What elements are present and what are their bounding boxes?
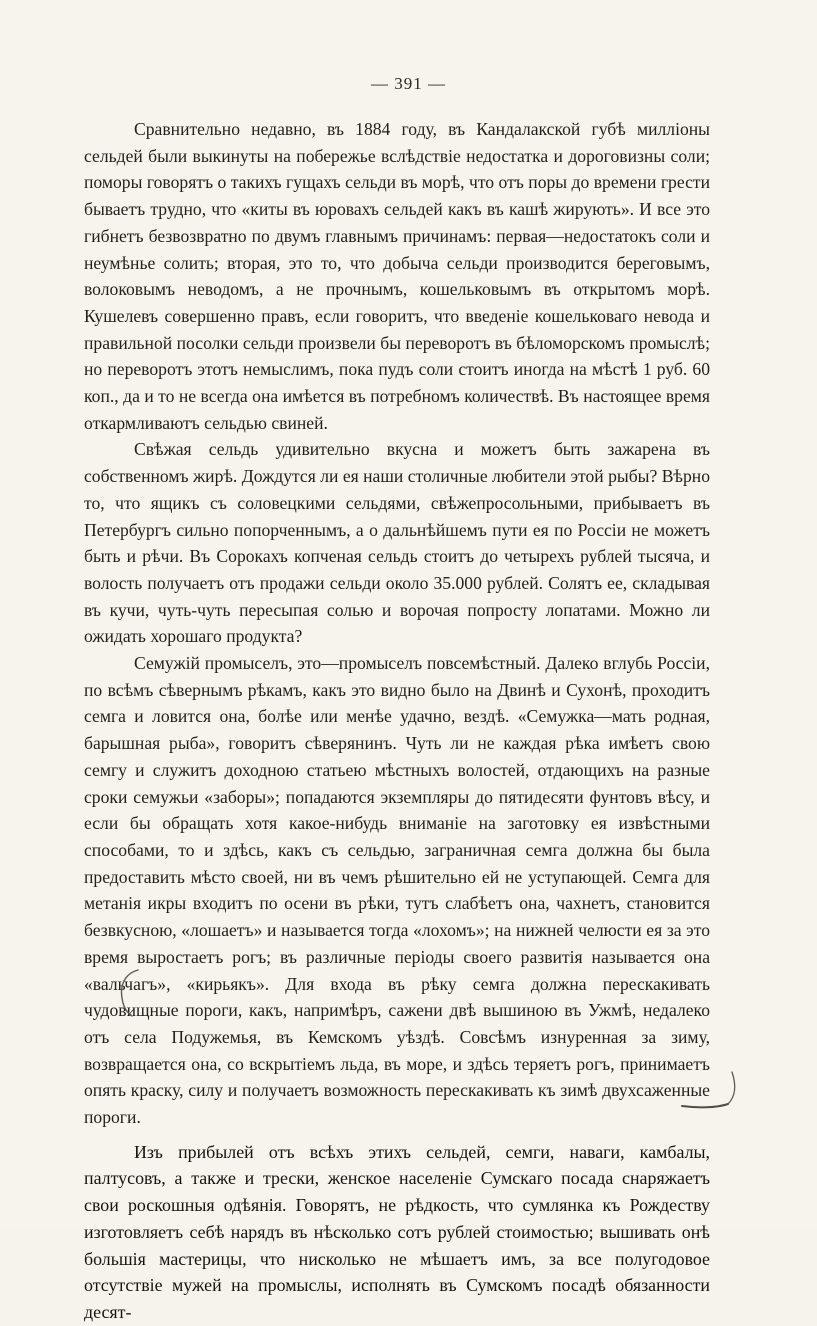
paragraph-herring-losses: Сравнительно недавно, въ 1884 году, въ Кандалакской губѣ милліоны сельдей были выкинуты на побережье вслѣдствіе недостатка и дороговизны соли; поморы говорятъ о такихъ гущахъ сельди въ морѣ, что отъ поры до времени грести бываетъ трудно, что «киты въ юровахъ сельдей какъ въ кашѣ жирують». И все это гибнетъ безвозвратно по двумъ главнымъ причинамъ: первая—недостатокъ соли и неумѣнье солить; вторая, это то, что добыча сельди производится береговымъ, волоковымъ неводомъ, а не прочнымъ, кошельковымъ въ открытомъ морѣ. Кушелевъ совершенно правъ, если говоритъ, что введеніе кошельковаго невода и правильной посолки сельди произвели бы переворотъ въ бѣломорскомъ промыслѣ; но переворотъ этотъ немыслимъ, пока пудъ соли стоитъ иногда на мѣстѣ 1 руб. 60 коп., да и то не всегда она имѣется въ потребномъ количествѣ. Въ настоящее время откармливаютъ сельдью свиней. bbox=[84, 119, 710, 433]
page-number: — 391 — bbox=[371, 74, 446, 93]
paragraph-suma-women: Изъ прибылей отъ всѣхъ этихъ сельдей, семги, наваги, камбалы, палтусовъ, а также и трески, женское населеніе Сумскаго посада снаряжаетъ свои роскошныя одѣянія. Говорятъ, не рѣдкость, что сумлянка къ Рождеству изготовляетъ себѣ нарядъ въ нѣсколько сотъ рублей стоимостью; вышивать онѣ большія мастерицы, что нисколько не мѣшаетъ имъ, за все полугодовое отсутствіе мужей на промыслы, исполнять въ Сумскомъ посадѣ обязанности десят- bbox=[84, 1141, 710, 1322]
body-text bbox=[84, 116, 710, 1326]
paragraph-fresh-herring: Свѣжая сельдь удивительно вкусна и можетъ быть зажарена въ собственномъ жирѣ. Дождутся ли ея наши столичные любители этой рыбы? Вѣрно то, что ящикъ съ соловецкими сельдями, свѣжепросольными, прибываетъ въ Петербургъ сильно попорченнымъ, а о дальнѣйшемъ пути ея по Россіи не можетъ быть и рѣчи. Въ Сорокахъ копченая сельдь стоитъ до четырехъ рублей тысяча, и волость получаетъ отъ продажи сельди около 35.000 рублей. Солятъ ее, складывая въ кучи, чуть-чуть пересыпая солью и ворочая попросту лопатами. Можно ли ожидать хорошаго продукта? bbox=[84, 439, 710, 647]
pencil-bracket-mark bbox=[114, 968, 140, 1018]
paragraph-salmon-fishery: Семужій промыселъ, это—промыселъ повсемѣстный. Далеко вглубь Россіи, по всѣмъ сѣвернымъ рѣкамъ, какъ это видно было на Двинѣ и Сухонѣ, проходитъ семга и ловится она, болѣе или менѣе удачно, вездѣ. «Семужка—мать родная, барышная рыба», говоритъ сѣверянинъ. Чуть ли не каждая рѣка имѣетъ свою семгу и служитъ доходною статьею мѣстныхъ волостей, отдающихъ на разные сроки семужьи «заборы»; попадаются экземпляры до пятидесяти фунтовъ вѣсу, и если бы обращать хотя какое-нибудь вниманіе на заготовку ея извѣстными способами, то и здѣсь, какъ съ сельдью, заграничная семга должна бы была предоставить мѣсто своей, ни въ чемъ рѣшительно ей не уступающей. Семга для метанія икры входитъ по осени въ рѣки, тутъ слабѣетъ она, чахнетъ, становится безвкусною, «лошаетъ» и называется тогда «лохомъ»; на нижней челюсти ея за это время выростаетъ рогъ; въ различные періоды своего развитія называется она «вальчагъ», «кирьякъ». Для входа въ рѣку семга должна перескакивать чудовищные пороги, какъ, напримѣръ, сажени двѣ вышиною въ Ужмѣ, недалеко отъ села Подужемья, въ Кемскомъ уѣздѣ. Совсѣмъ изнуренная за зиму, возвращается она, со вскрытіемъ льда, въ море, и здѣсь теряетъ рогъ, принимаетъ опять краску, силу и получаетъ возможность перескакивать къ зимѣ двухсаженные пороги. bbox=[84, 653, 710, 1128]
pencil-underline-mark bbox=[678, 1070, 740, 1116]
